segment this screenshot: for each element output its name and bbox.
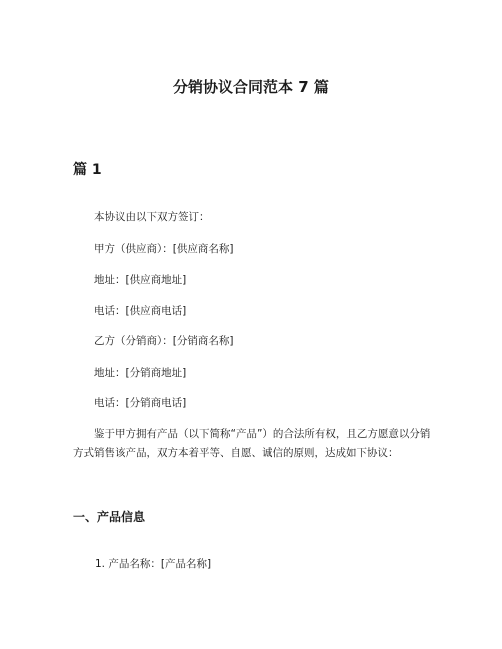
article-heading: 篇 1 xyxy=(73,162,102,178)
paragraph-line xyxy=(73,273,433,288)
paragraph-line xyxy=(73,242,433,257)
line-text: 电话：[供应商电话] xyxy=(94,305,187,317)
line-text: 地址：[分销商地址] xyxy=(94,367,187,379)
paragraph-line xyxy=(73,366,433,381)
paragraph-line xyxy=(73,396,433,411)
paragraph-line xyxy=(73,304,433,319)
line-text: 本协议由以下双方签订： xyxy=(94,211,210,223)
line-text: 地址：[供应商地址] xyxy=(94,274,187,286)
line-text: 甲方（供应商）：[供应商名称] xyxy=(94,243,234,255)
line-text: 电话：[分销商电话] xyxy=(94,397,187,409)
section-heading: 一、产品信息 xyxy=(73,510,146,524)
paragraph-line xyxy=(73,334,433,349)
intro-paragraph: 鉴于甲方拥有产品（以下简称“产品”）的合法所有权，且乙方愿意以分销方式销售该产品，双方本着平等、自愿、诚信的原则，达成如下协议： xyxy=(73,428,431,459)
line-text: 乙方（分销商）：[分销商名称] xyxy=(94,335,234,347)
document-title: 分销协议合同范本 7 篇 xyxy=(173,78,329,96)
list-item: 1. 产品名称：[产品名称] xyxy=(95,558,212,570)
paragraph-line xyxy=(73,210,433,225)
